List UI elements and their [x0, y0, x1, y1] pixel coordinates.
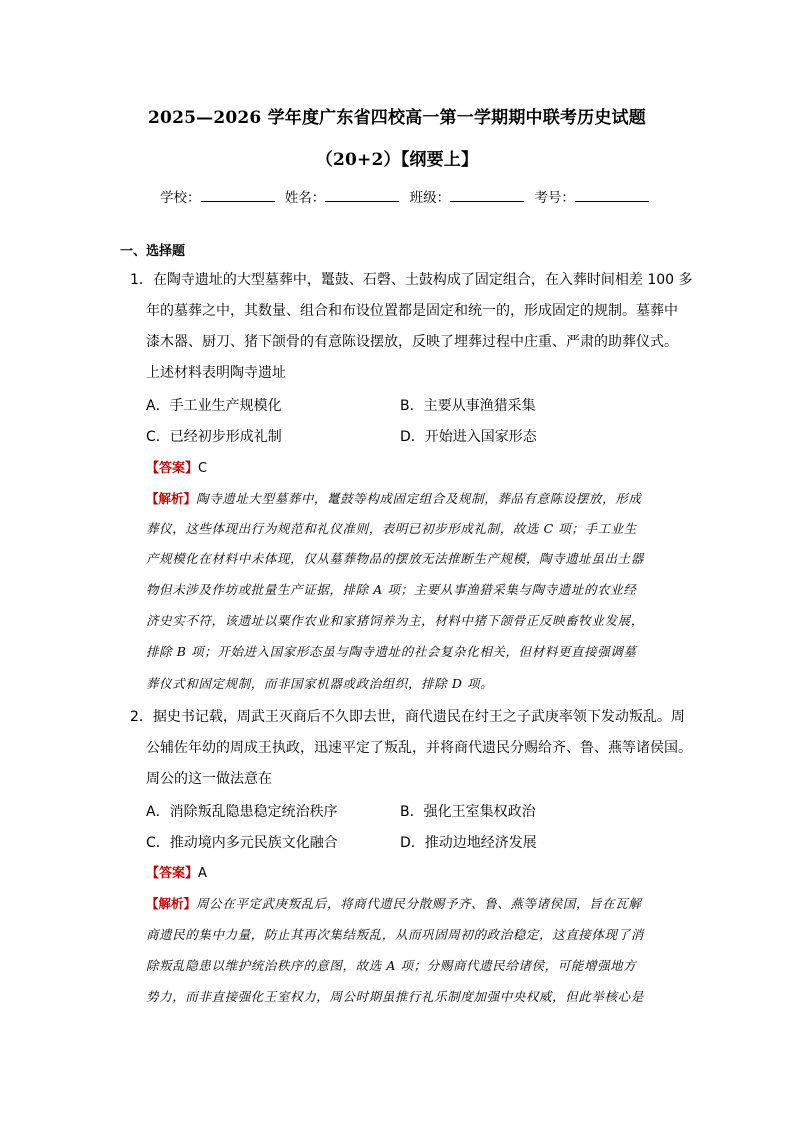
question-text-line: 年的墓葬之中，其数量、组合和布设位置都是固定和统一的，形成固定的规制。墓葬中 — [146, 303, 678, 319]
question-text-line: 漆木器、厨刀、猪下颌骨的有意陈设摆放，反映了埋葬过程中庄重、严肃的助葬仪式。 — [146, 334, 678, 350]
class-label: 班级： — [409, 190, 451, 206]
question-text-line: 2．据史书记载，周武王灭商后不久即去世，商代遗民在纣王之子武庚率领下发动叛乱。周 — [130, 709, 685, 725]
explanation-line: 葬仪，这些体现出行为规范和礼仪准则，表明已初步形成礼制，故选 C 项；手工业生 — [146, 521, 637, 536]
answer-tag: 【答案】 — [146, 866, 199, 881]
option-c[interactable]: C．推动境内多元民族文化融合 — [146, 835, 338, 851]
answer-line — [146, 457, 207, 476]
explanation-text: 周公在平定武庚叛乱后，将商代遗民分散赐予齐、鲁、燕等诸侯国，旨在瓦解 — [196, 896, 642, 911]
explanation-line: 产规模化在材料中未体现，仅从墓葬物品的摆放无法推断生产规模，陶寺遗址虽出土器 — [146, 551, 644, 566]
explanation-line: 势力，而非直接强化王室权力，周公时期虽推行礼乐制度加强中央权威，但此举核心是 — [146, 989, 644, 1004]
exam-subtitle: （20+2）【纲要上】 — [315, 150, 479, 170]
option-d[interactable]: D．开始进入国家形态 — [400, 429, 537, 445]
option-d[interactable]: D．推动边地经济发展 — [400, 835, 537, 851]
option-c[interactable]: C．已经初步形成礼制 — [146, 429, 282, 445]
option-a[interactable]: A．手工业生产规模化 — [146, 398, 282, 414]
question-text-line: 周公的这一做法意在 — [146, 771, 272, 787]
answer-value: C — [198, 461, 208, 476]
question-text-line: 1．在陶寺遗址的大型墓葬中，鼍鼓、石磬、土鼓构成了固定组合，在入葬时间相差 100 多 — [130, 272, 693, 288]
explanation-line — [146, 894, 641, 912]
explanation-line: 济史实不符，该遗址以粟作农业和家猪饲养为主，材料中猪下颌骨正反映畜牧业发展， — [146, 613, 644, 628]
school-label: 学校： — [160, 190, 201, 206]
explanation-line: 除叛乱隐患以维护统治秩序的意图，故选 A 项；分赐商代遗民给诸侯，可能增强地方 — [146, 958, 637, 973]
question-text-line: 公辅佐年幼的周成王执政，迅速平定了叛乱，并将商代遗民分赐给齐、鲁、燕等诸侯国。 — [146, 740, 692, 756]
explanation-tag: 【解析】 — [146, 896, 197, 911]
answer-tag: 【答案】 — [146, 461, 199, 476]
name-blank[interactable] — [325, 189, 399, 202]
school-blank[interactable] — [201, 189, 275, 202]
explanation-line: 排除 B 项；开始进入国家形态虽与陶寺遗址的社会复杂化相关，但材料更直接强调墓 — [146, 644, 637, 659]
explanation-line: 物但未涉及作坊或批量生产证据，排除 A 项；主要从事渔猎采集与陶寺遗址的农业经 — [146, 582, 637, 597]
answer-value: A — [198, 866, 207, 881]
explanation-line — [146, 489, 641, 507]
class-blank[interactable] — [450, 189, 524, 202]
explanation-text: 陶寺遗址大型墓葬中，鼍鼓等构成固定组合及规制，葬品有意陈设摆放，形成 — [196, 491, 642, 506]
section-heading: 一、选择题 — [120, 244, 186, 259]
option-a[interactable]: A．消除叛乱隐患稳定统治秩序 — [146, 804, 338, 820]
option-b[interactable]: B．主要从事渔猎采集 — [400, 398, 536, 414]
question-text-line: 上述材料表明陶寺遗址 — [146, 365, 286, 381]
number-blank[interactable] — [575, 189, 649, 202]
explanation-line: 葬仪式和固定规制，而非国家机器或政治组织，排除 D 项。 — [146, 676, 494, 691]
exam-title: 2025—2026 学年度广东省四校高一第一学期期中联考历史试题 — [148, 108, 646, 128]
name-label: 姓名： — [284, 190, 326, 206]
explanation-line: 商遗民的集中力量，防止其再次集结叛乱，从而巩固周初的政治稳定，这直接体现了消 — [146, 927, 644, 942]
answer-line — [146, 862, 207, 881]
number-label: 考号： — [534, 190, 575, 206]
option-b[interactable]: B．强化王室集权政治 — [400, 804, 536, 820]
explanation-tag: 【解析】 — [146, 491, 197, 506]
student-info-row — [160, 186, 655, 206]
